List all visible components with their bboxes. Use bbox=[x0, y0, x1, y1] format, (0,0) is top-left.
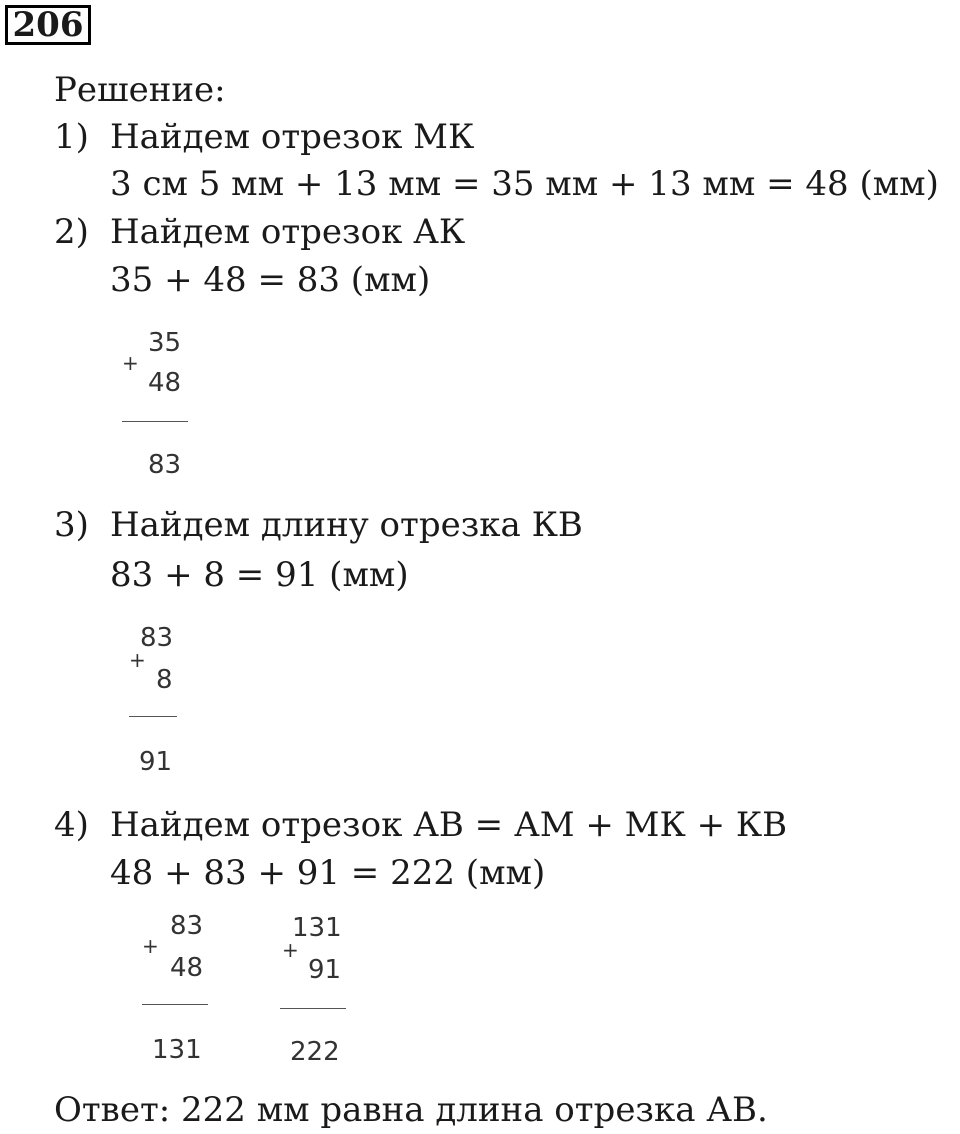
column-bottom-number: 8 bbox=[156, 665, 173, 695]
column-addition-2 bbox=[125, 618, 195, 778]
step-4-marker: 4) bbox=[54, 805, 89, 845]
plus-sign: + bbox=[142, 934, 159, 958]
sum-line bbox=[280, 1008, 346, 1009]
step-2-title: Найдем отрезок АК bbox=[110, 212, 466, 252]
solution-heading: Решение: bbox=[54, 70, 226, 110]
column-top-number: 83 bbox=[170, 911, 204, 941]
step-1-marker: 1) bbox=[54, 117, 89, 157]
answer-text: Ответ: 222 мм равна длина отрезка АВ. bbox=[54, 1090, 768, 1130]
column-addition-4 bbox=[278, 906, 358, 1072]
step-1-calc: 3 см 5 мм + 13 мм = 35 мм + 13 мм = 48 (мм) bbox=[110, 164, 939, 204]
column-bottom-number: 48 bbox=[170, 953, 204, 983]
sum-line bbox=[122, 421, 188, 422]
problem-number: 206 bbox=[5, 5, 91, 45]
step-4-title: Найдем отрезок АВ = АМ + МК + КВ bbox=[110, 805, 788, 845]
column-top-number: 83 bbox=[140, 623, 174, 653]
column-result: 91 bbox=[139, 747, 173, 777]
column-result: 131 bbox=[152, 1035, 202, 1065]
plus-sign: + bbox=[129, 648, 146, 672]
column-top-number: 35 bbox=[148, 328, 182, 358]
step-2-calc: 35 + 48 = 83 (мм) bbox=[110, 260, 431, 300]
column-addition-1 bbox=[118, 325, 198, 485]
step-3-calc: 83 + 8 = 91 (мм) bbox=[110, 555, 409, 595]
column-top-number: 131 bbox=[292, 913, 342, 943]
step-1-title: Найдем отрезок МК bbox=[110, 117, 475, 157]
column-bottom-number: 91 bbox=[308, 955, 342, 985]
column-result: 222 bbox=[290, 1037, 340, 1067]
plus-sign: + bbox=[282, 938, 299, 962]
step-4-calc: 48 + 83 + 91 = 222 (мм) bbox=[110, 853, 546, 893]
sum-line bbox=[129, 716, 177, 717]
step-2-marker: 2) bbox=[54, 212, 89, 252]
sum-line bbox=[142, 1004, 208, 1005]
plus-sign: + bbox=[122, 351, 139, 375]
column-addition-3 bbox=[138, 906, 218, 1066]
step-3-marker: 3) bbox=[54, 505, 89, 545]
step-3-title: Найдем длину отрезка КВ bbox=[110, 505, 583, 545]
column-bottom-number: 48 bbox=[148, 368, 182, 398]
column-result: 83 bbox=[148, 450, 182, 480]
